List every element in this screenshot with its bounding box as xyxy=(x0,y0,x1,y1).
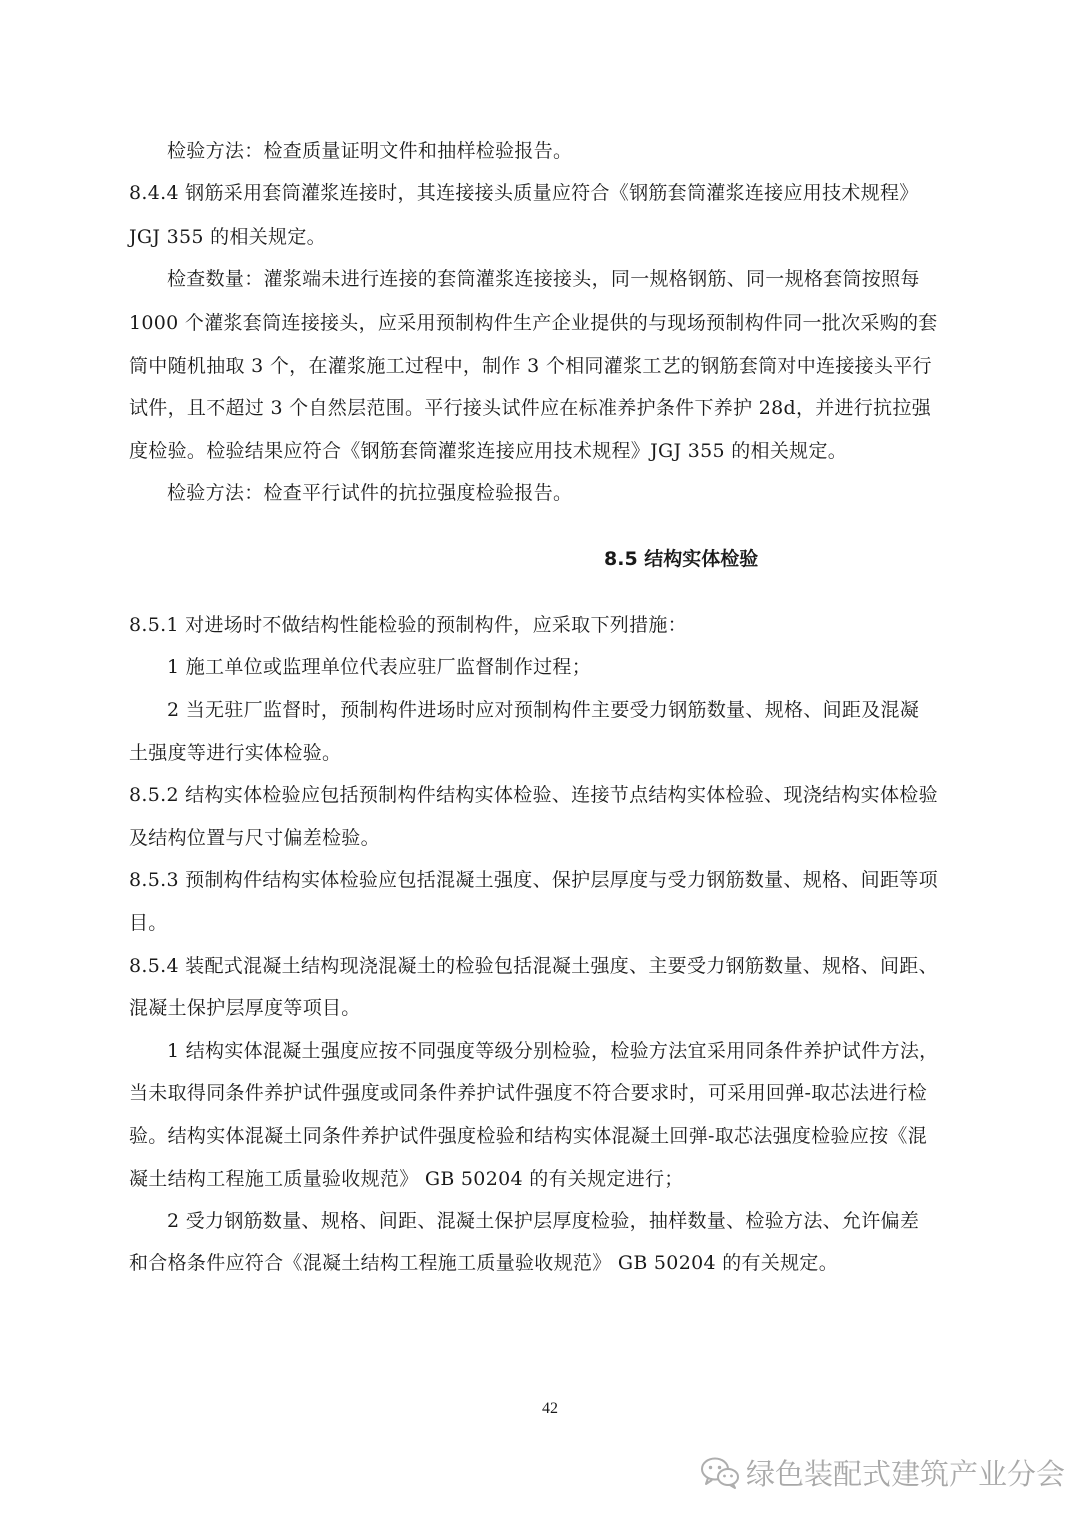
paragraph-line: 验。结构实体混凝土同条件养护试件强度检验和结构实体混凝土回弹-取芯法强度检验应按《混 xyxy=(129,1125,928,1147)
paragraph-line: JGJ 355 的相关规定。 xyxy=(129,226,326,248)
paragraph-line: 混凝土保护层厚度等项目。 xyxy=(129,997,361,1019)
watermark xyxy=(700,1452,1065,1493)
paragraph-line: 8.5.4 装配式混凝土结构现浇混凝土的检验包括混凝土强度、主要受力钢筋数量、规格、间距、 xyxy=(129,955,938,977)
paragraph-line: 和合格条件应符合《混凝土结构工程施工质量验收规范》 GB 50204 的有关规定。 xyxy=(129,1252,839,1274)
paragraph-line: 目。 xyxy=(129,912,168,934)
paragraph-line: 8.5.3 预制构件结构实体检验应包括混凝土强度、保护层厚度与受力钢筋数量、规格、间距等项 xyxy=(129,869,938,891)
paragraph-line: 2 受力钢筋数量、规格、间距、混凝土保护层厚度检验，抽样数量、检验方法、允许偏差 xyxy=(167,1210,920,1232)
paragraph-line: 凝土结构工程施工质量验收规范》 GB 50204 的有关规定进行； xyxy=(129,1168,684,1190)
paragraph-line: 检验方法：检查平行试件的抗拉强度检验报告。 xyxy=(167,482,573,504)
section-heading: 8.5 结构实体检验 xyxy=(604,548,759,570)
paragraph-line: 土强度等进行实体检验。 xyxy=(129,742,342,764)
paragraph-line: 1 施工单位或监理单位代表应驻厂监督制作过程； xyxy=(167,656,592,678)
paragraph-line: 8.4.4 钢筋采用套筒灌浆连接时，其连接接头质量应符合《钢筋套筒灌浆连接应用技术规程》 xyxy=(129,182,919,204)
paragraph-line: 筒中随机抽取 3 个，在灌浆施工过程中，制作 3 个相同灌浆工艺的钢筋套筒对中连接接头平行 xyxy=(129,355,932,377)
paragraph-line: 当未取得同条件养护试件强度或同条件养护试件强度不符合要求时，可采用回弹-取芯法进行检 xyxy=(129,1082,928,1104)
paragraph-line: 检验方法：检查质量证明文件和抽样检验报告。 xyxy=(167,140,573,162)
paragraph-line: 检查数量：灌浆端未进行连接的套筒灌浆连接接头，同一规格钢筋、同一规格套筒按照每 xyxy=(167,268,920,290)
page-number: 42 xyxy=(542,1400,558,1417)
watermark-text: 绿色装配式建筑产业分会 xyxy=(746,1457,1066,1491)
wechat-icon xyxy=(700,1456,740,1490)
paragraph-line: 1000 个灌浆套筒连接接头，应采用预制构件生产企业提供的与现场预制构件同一批次采购的套 xyxy=(129,312,938,334)
paragraph-line: 8.5.2 结构实体检验应包括预制构件结构实体检验、连接节点结构实体检验、现浇结构实体检验 xyxy=(129,784,938,806)
paragraph-line: 试件，且不超过 3 个自然层范围。平行接头试件应在标准养护条件下养护 28d，并进行抗拉强 xyxy=(129,397,932,419)
paragraph-line: 2 当无驻厂监督时，预制构件进场时应对预制构件主要受力钢筋数量、规格、间距及混凝 xyxy=(167,699,920,721)
paragraph-line: 8.5.1 对进场时不做结构性能检验的预制构件，应采取下列措施： xyxy=(129,614,687,636)
paragraph-line: 及结构位置与尺寸偏差检验。 xyxy=(129,827,380,849)
paragraph-line: 度检验。检验结果应符合《钢筋套筒灌浆连接应用技术规程》JGJ 355 的相关规定。 xyxy=(129,440,848,462)
paragraph-line: 1 结构实体混凝土强度应按不同强度等级分别检验，检验方法宜采用同条件养护试件方法， xyxy=(167,1040,939,1062)
